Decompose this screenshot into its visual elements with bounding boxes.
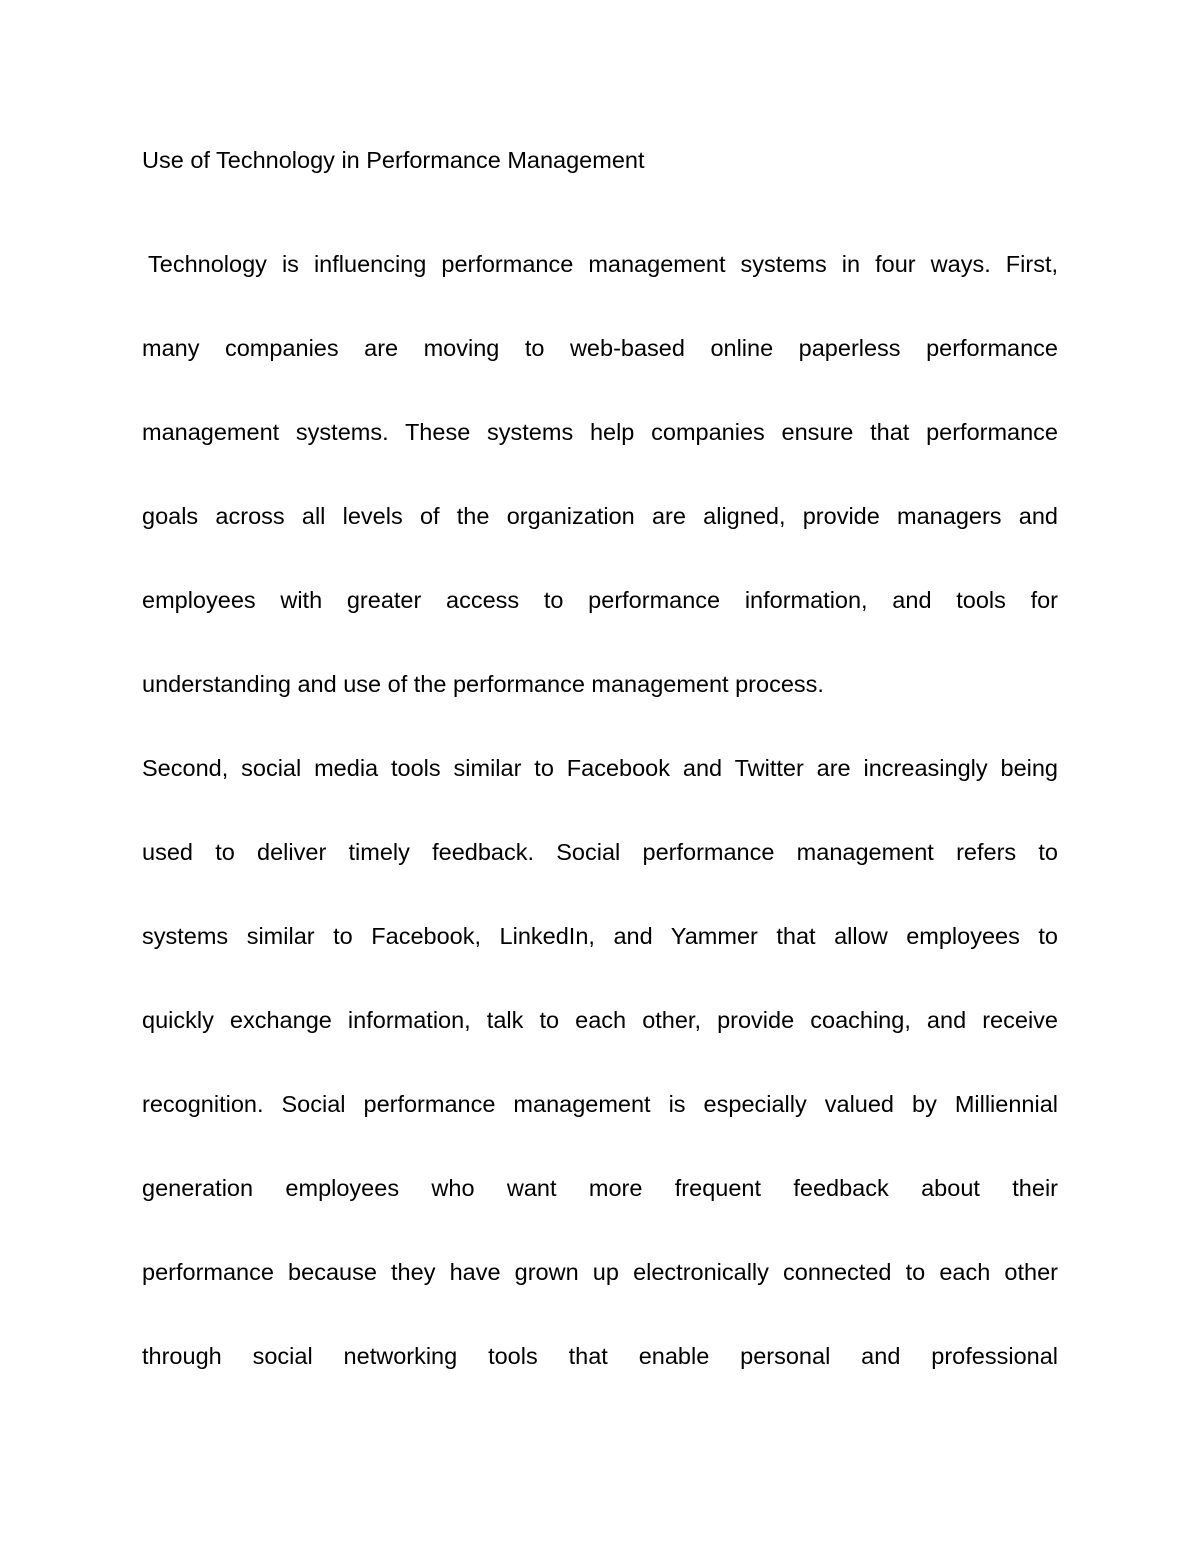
paragraph-1-line-4: goals across all levels of the organization are aligned, provide managers and	[142, 503, 1058, 529]
title-spacing	[142, 182, 1058, 242]
paragraph-1-line-3: management systems. These systems help companies ensure that performance	[142, 419, 1058, 445]
paragraph-2-line-3: systems similar to Facebook, LinkedIn, and Yammer that allow employees to	[142, 923, 1058, 949]
paragraph-1-line-2: many companies are moving to web-based online paperless performance	[142, 335, 1058, 361]
paragraph-1-line-5: employees with greater access to performance information, and tools for	[142, 587, 1058, 613]
paragraph-2-line-7: performance because they have grown up electronically connected to each other	[142, 1259, 1058, 1285]
paragraph-2-line-8: through social networking tools that enable personal and professional	[142, 1343, 1058, 1369]
paragraph-2-line-6: generation employees who want more frequent feedback about their	[142, 1175, 1058, 1201]
paragraph-1-line-6: understanding and use of the performance management process.	[142, 671, 824, 697]
paragraph-2-line-1: Second, social media tools similar to Facebook and Twitter are increasingly being	[142, 755, 1058, 781]
paragraph-2-line-5: recognition. Social performance management is especially valued by Milliennial	[142, 1091, 1058, 1117]
paragraph-1	[142, 242, 1058, 746]
paragraph-2	[142, 746, 1058, 1418]
document-title: Use of Technology in Performance Management	[142, 147, 645, 173]
paragraph-2-line-2: used to deliver timely feedback. Social performance management refers to	[142, 839, 1058, 865]
document-content	[142, 138, 1058, 1418]
paragraph-1-line-1: Technology is influencing performance management systems in four ways. First,	[148, 251, 1058, 277]
paragraph-2-line-4: quickly exchange information, talk to each other, provide coaching, and receive	[142, 1007, 1058, 1033]
